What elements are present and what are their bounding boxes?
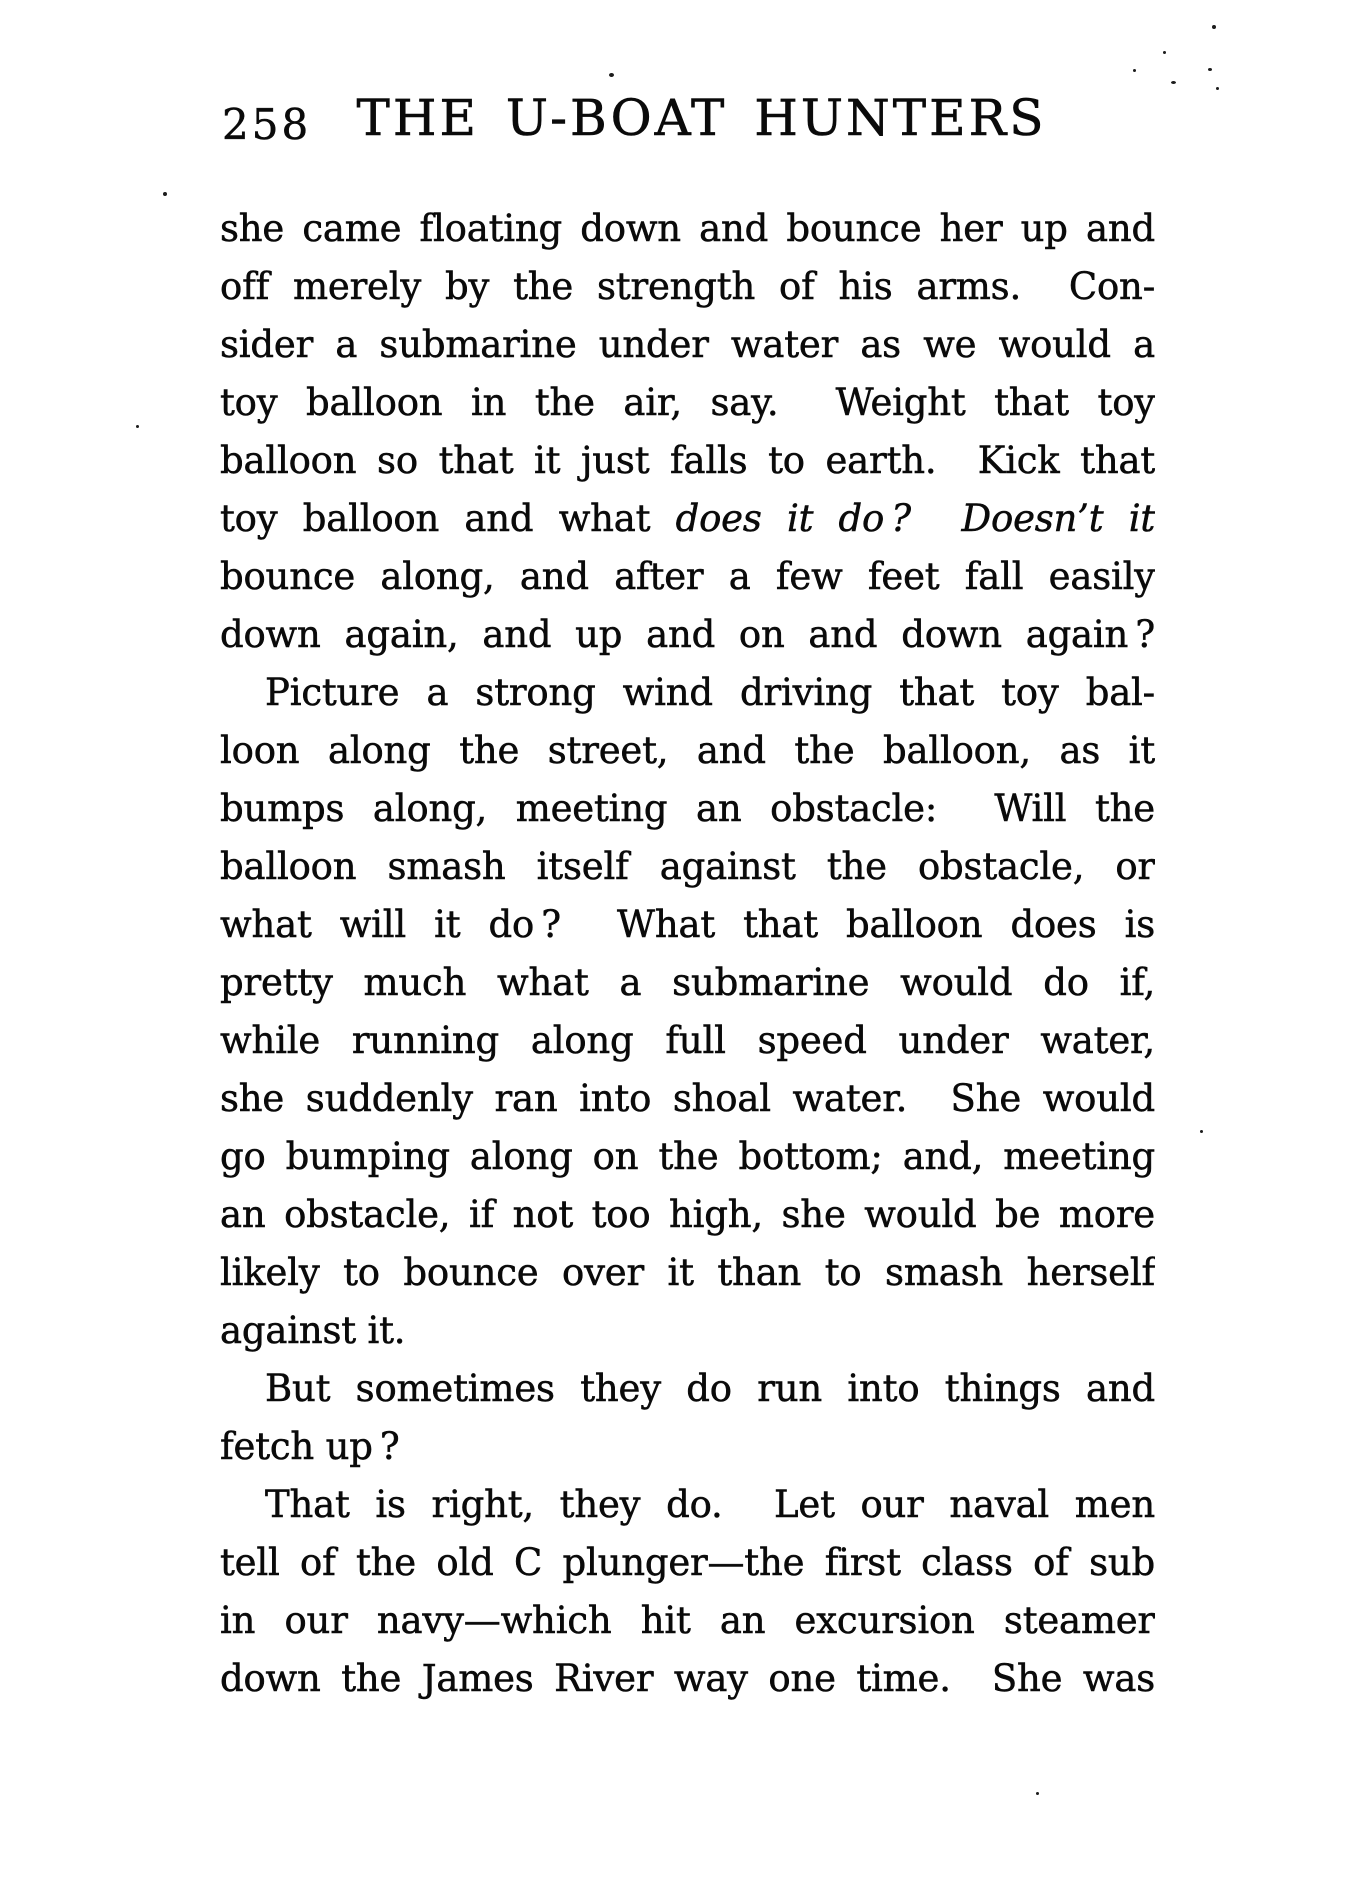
text-line bbox=[220, 1128, 1155, 1186]
line-text: go bumping along on the bottom; and, meeting bbox=[220, 1135, 1155, 1178]
text-line bbox=[220, 374, 1155, 432]
line-text: in our navy—which hit an excursion steamer bbox=[220, 1599, 1155, 1642]
line-text: she suddenly ran into shoal water. She would bbox=[220, 1077, 1155, 1120]
text-line bbox=[220, 200, 1155, 258]
line-text-italic: does it do ? Doesn’t it bbox=[675, 497, 1155, 540]
text-line bbox=[220, 1186, 1155, 1244]
line-text: bounce along, and after a few feet fall easily bbox=[220, 555, 1155, 598]
text-line bbox=[220, 258, 1155, 316]
line-text: while running along full speed under water, bbox=[220, 1019, 1155, 1062]
text-line bbox=[220, 780, 1155, 838]
text-line bbox=[220, 432, 1155, 490]
line-text: down again, and up and on and down again ? bbox=[220, 613, 1155, 656]
text-line bbox=[220, 664, 1155, 722]
text-line bbox=[220, 548, 1155, 606]
scan-speck bbox=[1163, 51, 1166, 54]
line-text: tell of the old C plunger—the first class of sub bbox=[220, 1541, 1155, 1584]
scan-speck bbox=[1216, 87, 1219, 90]
line-text: pretty much what a submarine would do if, bbox=[220, 961, 1155, 1004]
text-line bbox=[220, 1592, 1155, 1650]
line-text: sider a submarine under water as we would a bbox=[220, 323, 1155, 366]
line-text: loon along the street, and the balloon, as it bbox=[220, 729, 1155, 772]
scan-speck bbox=[1133, 69, 1136, 72]
text-line bbox=[220, 490, 1155, 548]
scan-speck bbox=[1200, 1130, 1203, 1133]
text-line bbox=[220, 316, 1155, 374]
text-line bbox=[220, 838, 1155, 896]
scan-speck bbox=[136, 425, 139, 428]
scan-speck bbox=[1171, 81, 1176, 84]
text-line bbox=[220, 1360, 1155, 1418]
text-line bbox=[220, 1476, 1155, 1534]
line-text: balloon smash itself against the obstacle, or bbox=[220, 845, 1155, 888]
line-text: toy balloon and what bbox=[220, 497, 676, 540]
text-line bbox=[220, 606, 1155, 664]
text-line bbox=[220, 1418, 1155, 1476]
text-line bbox=[220, 954, 1155, 1012]
text-line bbox=[220, 1244, 1155, 1302]
line-text: But sometimes they do run into things and bbox=[265, 1367, 1155, 1410]
line-text: off merely by the strength of his arms. Con- bbox=[220, 265, 1155, 308]
scan-speck bbox=[163, 192, 167, 196]
line-text: what will it do ? What that balloon does is bbox=[220, 903, 1155, 946]
page-number: 258 bbox=[222, 100, 312, 149]
text-line bbox=[220, 1012, 1155, 1070]
scan-speck bbox=[1036, 1792, 1039, 1795]
line-text: she came floating down and bounce her up and bbox=[220, 207, 1155, 250]
line-text: an obstacle, if not too high, she would be more bbox=[220, 1193, 1155, 1236]
line-text: against it. bbox=[220, 1309, 406, 1352]
text-line bbox=[220, 1534, 1155, 1592]
text-line bbox=[220, 1070, 1155, 1128]
line-text: fetch up ? bbox=[220, 1425, 400, 1468]
page-body bbox=[220, 200, 1155, 1708]
scan-speck bbox=[1212, 25, 1216, 29]
line-text: toy balloon in the air, say. Weight that toy bbox=[220, 381, 1155, 424]
line-text: likely to bounce over it than to smash herself bbox=[220, 1251, 1155, 1294]
line-text: down the James River way one time. She was bbox=[220, 1657, 1155, 1700]
text-line bbox=[220, 1302, 1155, 1360]
text-line bbox=[220, 1650, 1155, 1708]
running-header bbox=[220, 88, 1155, 158]
line-text: That is right, they do. Let our naval men bbox=[265, 1483, 1155, 1526]
running-title: THE U-BOAT HUNTERS bbox=[356, 89, 1047, 147]
line-text: bumps along, meeting an obstacle: Will the bbox=[220, 787, 1155, 830]
text-line bbox=[220, 722, 1155, 780]
scan-speck bbox=[609, 73, 614, 77]
scan-speck bbox=[1208, 68, 1212, 71]
text-line bbox=[220, 896, 1155, 954]
line-text: Picture a strong wind driving that toy bal- bbox=[265, 671, 1155, 714]
line-text: balloon so that it just falls to earth. Kick that bbox=[220, 439, 1155, 482]
